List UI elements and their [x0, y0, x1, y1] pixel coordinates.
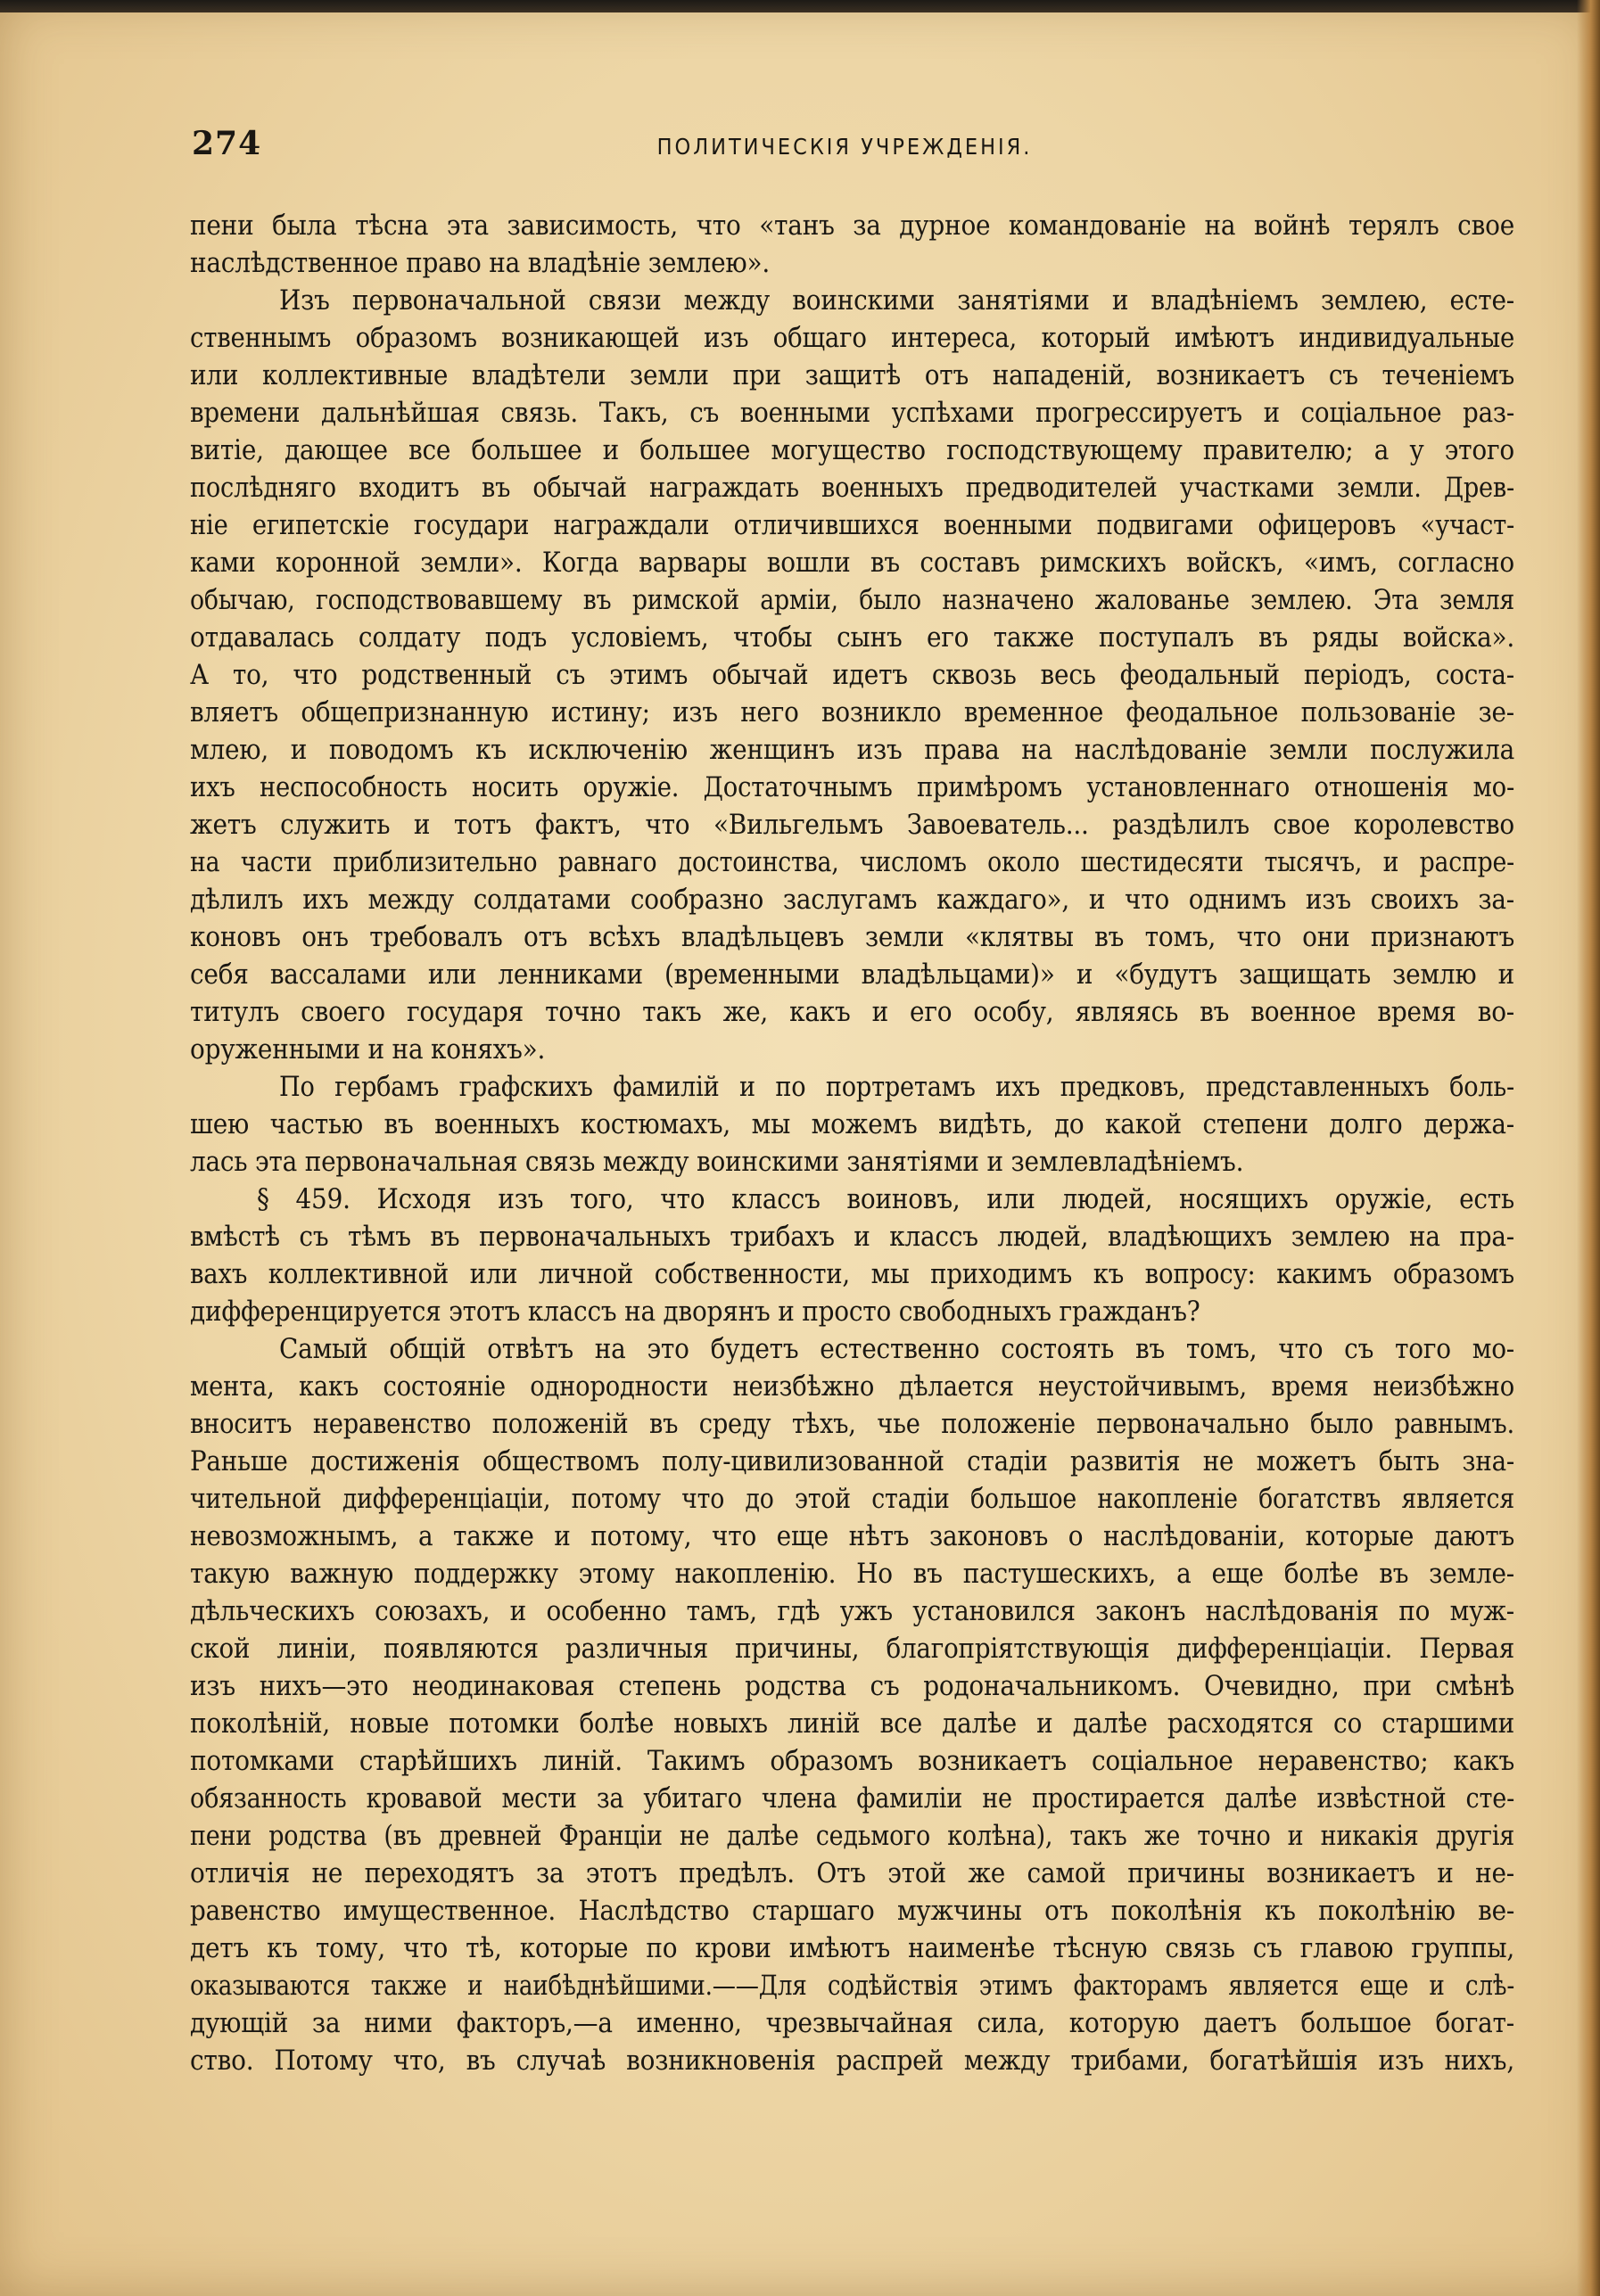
text-line: пени родства (въ древней Франціи не далѣе седьмого колѣна), такъ же точно и никакія другія: [190, 1820, 1515, 1852]
text-line: ніе египетскіе государи награждали отличившихся военными подвигами офицеровъ «участ-: [190, 509, 1515, 541]
text-line: пени была тѣсна эта зависимость, что «танъ за дурное командованіе на войнѣ терялъ свое: [190, 210, 1514, 242]
text-line: млею, и поводомъ къ исключенію женщинъ изъ права на наслѣдованіе земли послужила: [190, 734, 1514, 766]
text-line: А то, что родственный съ этимъ обычай идетъ сквозь весь феодальный періодъ, соста-: [190, 659, 1514, 691]
text-line: такую важную поддержку этому накопленію. Но въ пастушескихъ, а еще болѣе въ земле-: [190, 1558, 1514, 1590]
text-line: оказываются также и наибѣднѣйшими.——Для содѣйствія этимъ факторамъ является еще и слѣ-: [190, 1970, 1515, 2002]
text-line: ками коронной земли». Когда варвары вошли въ составъ римскихъ войскъ, «имъ, согласно: [190, 547, 1514, 579]
text-line: дѣльческихъ союзахъ, и особенно тамъ, гдѣ ужъ установился законъ наслѣдованія по муж-: [190, 1595, 1515, 1627]
page-binding-edge: [1577, 0, 1600, 2296]
text-line: изъ нихъ—это неодинаковая степень родства съ родоначальникомъ. Очевидно, при смѣнѣ: [190, 1670, 1514, 1702]
text-line: отличія не переходятъ за этотъ предѣлъ. Отъ этой же самой причины возникаетъ и не-: [190, 1857, 1514, 1889]
text-line: равенство имущественное. Наслѣдство старшаго мужчины отъ поколѣнія къ поколѣнію ве-: [190, 1895, 1515, 1927]
text-line: ской линіи, появляются различныя причины, благопріятствующія дифференціаціи. Первая: [190, 1633, 1515, 1665]
text-line: оруженными и на коняхъ».: [190, 1033, 546, 1066]
text-line: вахъ коллективной или личной собственности, мы приходимъ къ вопросу: какимъ образомъ: [190, 1258, 1514, 1290]
text-line: себя вассалами или ленниками (временными владѣльцами)» и «будутъ защищать землю и: [190, 959, 1514, 991]
text-line: ихъ неспособность носить оружіе. Достаточнымъ примѣромъ установленнаго отношенія мо-: [190, 771, 1515, 803]
text-line: Изъ первоначальной связи между воинскими занятіями и владѣніемъ землею, есте-: [279, 284, 1514, 317]
text-line: обязанность кровавой мести за убитаго члена фамиліи не простирается далѣе извѣстной сте-: [190, 1782, 1515, 1815]
text-line: обычаю, господствовавшему въ римской арміи, было назначено жалованье землею. Эта земля: [190, 584, 1515, 616]
text-line: шею частью въ военныхъ костюмахъ, мы можемъ видѣть, до какой степени долго держа-: [190, 1108, 1514, 1140]
text-line: ственнымъ образомъ возникающей изъ общаго интереса, который имѣютъ индивидуальные: [190, 322, 1515, 354]
body-text: [190, 207, 1514, 2117]
page-number: 274: [192, 125, 262, 162]
text-line: дующій за ними факторъ,—а именно, чрезвычайная сила, которую даетъ большое богат-: [190, 2007, 1514, 2039]
text-line: наслѣдственное право на владѣніе землею».: [190, 247, 771, 279]
text-line: ство. Потому что, въ случаѣ возникновенія распрей между трибами, богатѣйшія изъ нихъ,: [190, 2045, 1514, 2077]
text-line: Самый общій отвѣтъ на это будетъ естественно состоять въ томъ, что съ того мо-: [279, 1333, 1514, 1365]
text-line: времени дальнѣйшая связь. Такъ, съ военными успѣхами прогрессируетъ и соціальное раз-: [190, 397, 1515, 429]
text-line: § 459. Исходя изъ того, что классъ воиновъ, или людей, носящихъ оружіе, есть: [257, 1183, 1514, 1215]
text-line: Раньше достиженія обществомъ полу-цивилизованной стадіи развитія не можетъ быть зна-: [190, 1445, 1515, 1477]
text-line: послѣдняго входитъ въ обычай награждать военныхъ предводителей участками земли. Древ-: [190, 472, 1514, 504]
text-line: титулъ своего государя точно такъ же, какъ и его особу, являясь въ военное время во-: [190, 996, 1514, 1028]
text-line: дѣлилъ ихъ между солдатами сообразно заслугамъ каждаго», и что однимъ изъ своихъ за-: [190, 884, 1514, 916]
text-line: [190, 2079, 1514, 2117]
text-line: или коллективные владѣтели земли при защитѣ отъ нападеній, возникаетъ съ теченіемъ: [190, 359, 1514, 391]
text-line: коновъ онъ требовалъ отъ всѣхъ владѣльцевъ земли «клятвы въ томъ, что они признаютъ: [190, 921, 1514, 953]
text-line: чительной дифференціаціи, потому что до этой стадіи большое накопленіе богатствъ является: [190, 1483, 1514, 1515]
text-line: вноситъ неравенство положеній въ среду тѣхъ, чье положеніе первоначально было равнымъ.: [190, 1408, 1514, 1440]
running-head: ПОЛИТИЧЕСКІЯ УЧРЕЖДЕНІЯ.: [656, 134, 1033, 160]
text-line: мента, какъ состояніе однородности неизбѣжно дѣлается неустойчивымъ, время неизбѣжно: [190, 1370, 1514, 1403]
text-line: лась эта первоначальная связь между воинскими занятіями и землевладѣніемъ.: [190, 1146, 1244, 1178]
text-line: потомками старѣйшихъ линій. Такимъ образомъ возникаетъ соціальное неравенство; какъ: [190, 1745, 1514, 1777]
text-line: поколѣній, новые потомки болѣе новыхъ линій все далѣе и далѣе расходятся со старшими: [190, 1708, 1514, 1740]
text-line: невозможнымъ, а также и потому, что еще нѣтъ законовъ о наслѣдованіи, которые даютъ: [190, 1520, 1514, 1552]
text-line: По гербамъ графскихъ фамилій и по портретамъ ихъ предковъ, представленныхъ боль-: [278, 1071, 1514, 1103]
page-header: [192, 125, 1497, 178]
text-line: детъ къ тому, что тѣ, которые по крови имѣютъ наименѣе тѣсную связь съ главою группы,: [190, 1932, 1514, 1964]
text-line: вмѣстѣ съ тѣмъ въ первоначальныхъ трибахъ и классъ людей, владѣющихъ землею на пра-: [190, 1221, 1514, 1253]
text-line: отдавалась солдату подъ условіемъ, чтобы сынъ его также поступалъ въ ряды войска».: [190, 621, 1514, 654]
text-line: вляетъ общепризнанную истину; изъ него возникло временное феодальное пользованіе зе-: [190, 696, 1514, 728]
page-top-edge: [0, 0, 1600, 12]
text-line: жетъ служить и тотъ фактъ, что «Вильгельмъ Завоеватель... раздѣлилъ свое королевство: [190, 809, 1514, 841]
text-line: на части приблизительно равнаго достоинства, числомъ около шестидесяти тысячъ, и распре-: [190, 846, 1514, 878]
text-line: дифференцируется этотъ классъ на дворянъ и просто свободныхъ гражданъ?: [190, 1296, 1200, 1328]
text-line: витіе, дающее все большее и большее могущество господствующему правителю; а у этого: [190, 434, 1514, 466]
